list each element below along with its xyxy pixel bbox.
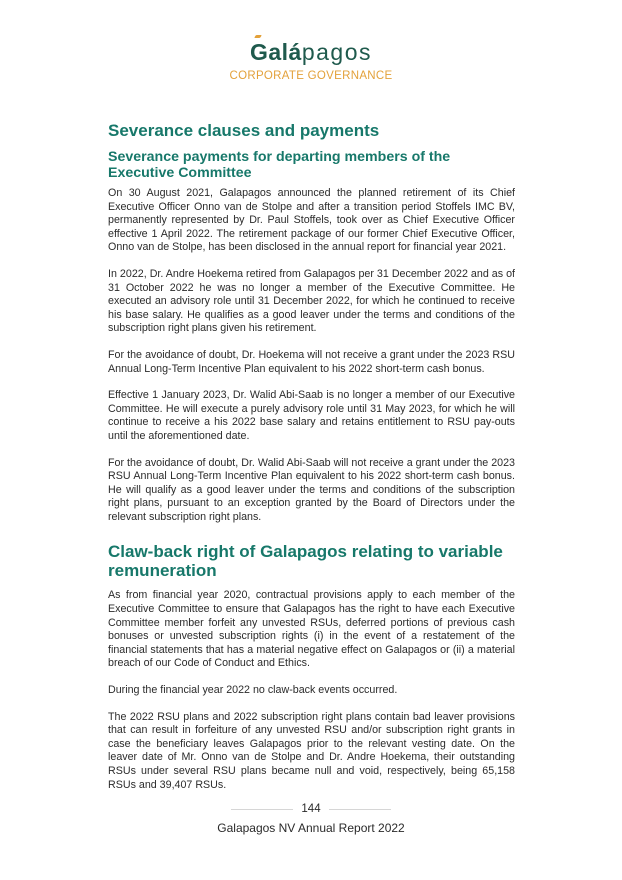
heading-severance-payments: Severance payments for departing members of the Executive Committee: [108, 149, 451, 181]
logo-bold-part: Galá: [249, 39, 302, 65]
page-footer: [0, 803, 622, 835]
logo-light-part: pagos: [301, 39, 373, 65]
page-header: [0, 38, 622, 82]
left-divider: [231, 809, 293, 810]
report-title: Galapagos NV Annual Report 2022: [217, 821, 405, 835]
heading-severance-clauses: Severance clauses and payments: [108, 121, 380, 140]
page-number: 144: [301, 803, 321, 815]
paragraph-5: For the avoidance of doubt, Dr. Walid Abi-Saab will not receive a grant under the 2023 RSU Annual Long-Term Incentive Plan equivalent to his 2022 short-term cash bonus. He will qualify as a good leaver under the terms and conditions of the subscription right plans, pursuant to an exception granted by the Board of Directors under the relevant subscription right plans.: [108, 456, 515, 523]
paragraph-8: The 2022 RSU plans and 2022 subscription right plans contain bad leaver provisions that can result in forfeiture of any unvested RSU and/or subscription right grants in case the beneficiary leaves Galapagos prior to the relevant vesting date. On the leaver date of Mr. Onno van de Stolpe and Dr. Andre Hoekema, their outstanding RSUs under several RSU plans became null and void, respectively, being 65,158 RSUs and 39,407 RSUs.: [108, 710, 515, 791]
paragraph-7: During the financial year 2022 no claw-back events occurred.: [108, 684, 398, 697]
heading-claw-back: Claw-back right of Galapagos relating to variable remuneration: [108, 542, 503, 581]
right-divider: [329, 809, 391, 810]
page-number-row: [0, 803, 622, 815]
paragraph-3: For the avoidance of doubt, Dr. Hoekema will not receive a grant under the 2023 RSU Annual Long-Term Incentive Plan equivalent to his 2022 short-term cash bonus.: [108, 348, 515, 375]
paragraph-2: In 2022, Dr. Andre Hoekema retired from Galapagos per 31 December 2022 and as of 31 October 2022 he was no longer a member of the Executive Committee. He executed an advisory role until 31 December 2022, for which he continued to receive his base salary. He qualifies as a good leaver under the terms and conditions of the subscription right plans given his retirement.: [108, 267, 515, 335]
paragraph-4: Effective 1 January 2023, Dr. Walid Abi-Saab is no longer a member of our Executive Committee. He will execute a purely advisory role until 31 May 2023, for which he will continue to receive a his 2022 base salary and retains entitlement to RSU pay-outs until the aforementioned date.: [108, 389, 515, 442]
section-label: CORPORATE GOVERNANCE: [229, 70, 393, 82]
paragraph-6: As from financial year 2020, contractual provisions apply to each member of the Executive Committee to ensure that Galapagos has the right to have each Executive Committee member forfeit any unvested RSUs, deferred portions of previous cash bonuses or unvested subscription rights (i) in the event of a restatement of the financial statements that has a material negative effect on Galapagos or (ii) a material breach of our Code of Conduct and Ethics.: [108, 589, 515, 670]
main-content: [108, 121, 515, 805]
paragraph-1: On 30 August 2021, Galapagos announced the planned retirement of its Chief Executive Officer Onno van de Stolpe and after a transition period Stoffels IMC BV, permanently represented by Dr. Paul Stoffels, took over as Chief Executive Officer effective 1 April 2022. The retirement package of our former Chief Executive Officer, Onno van de Stolpe, has been disclosed in the annual report for financial year 2021.: [108, 187, 515, 254]
galapagos-logo: [0, 38, 622, 66]
